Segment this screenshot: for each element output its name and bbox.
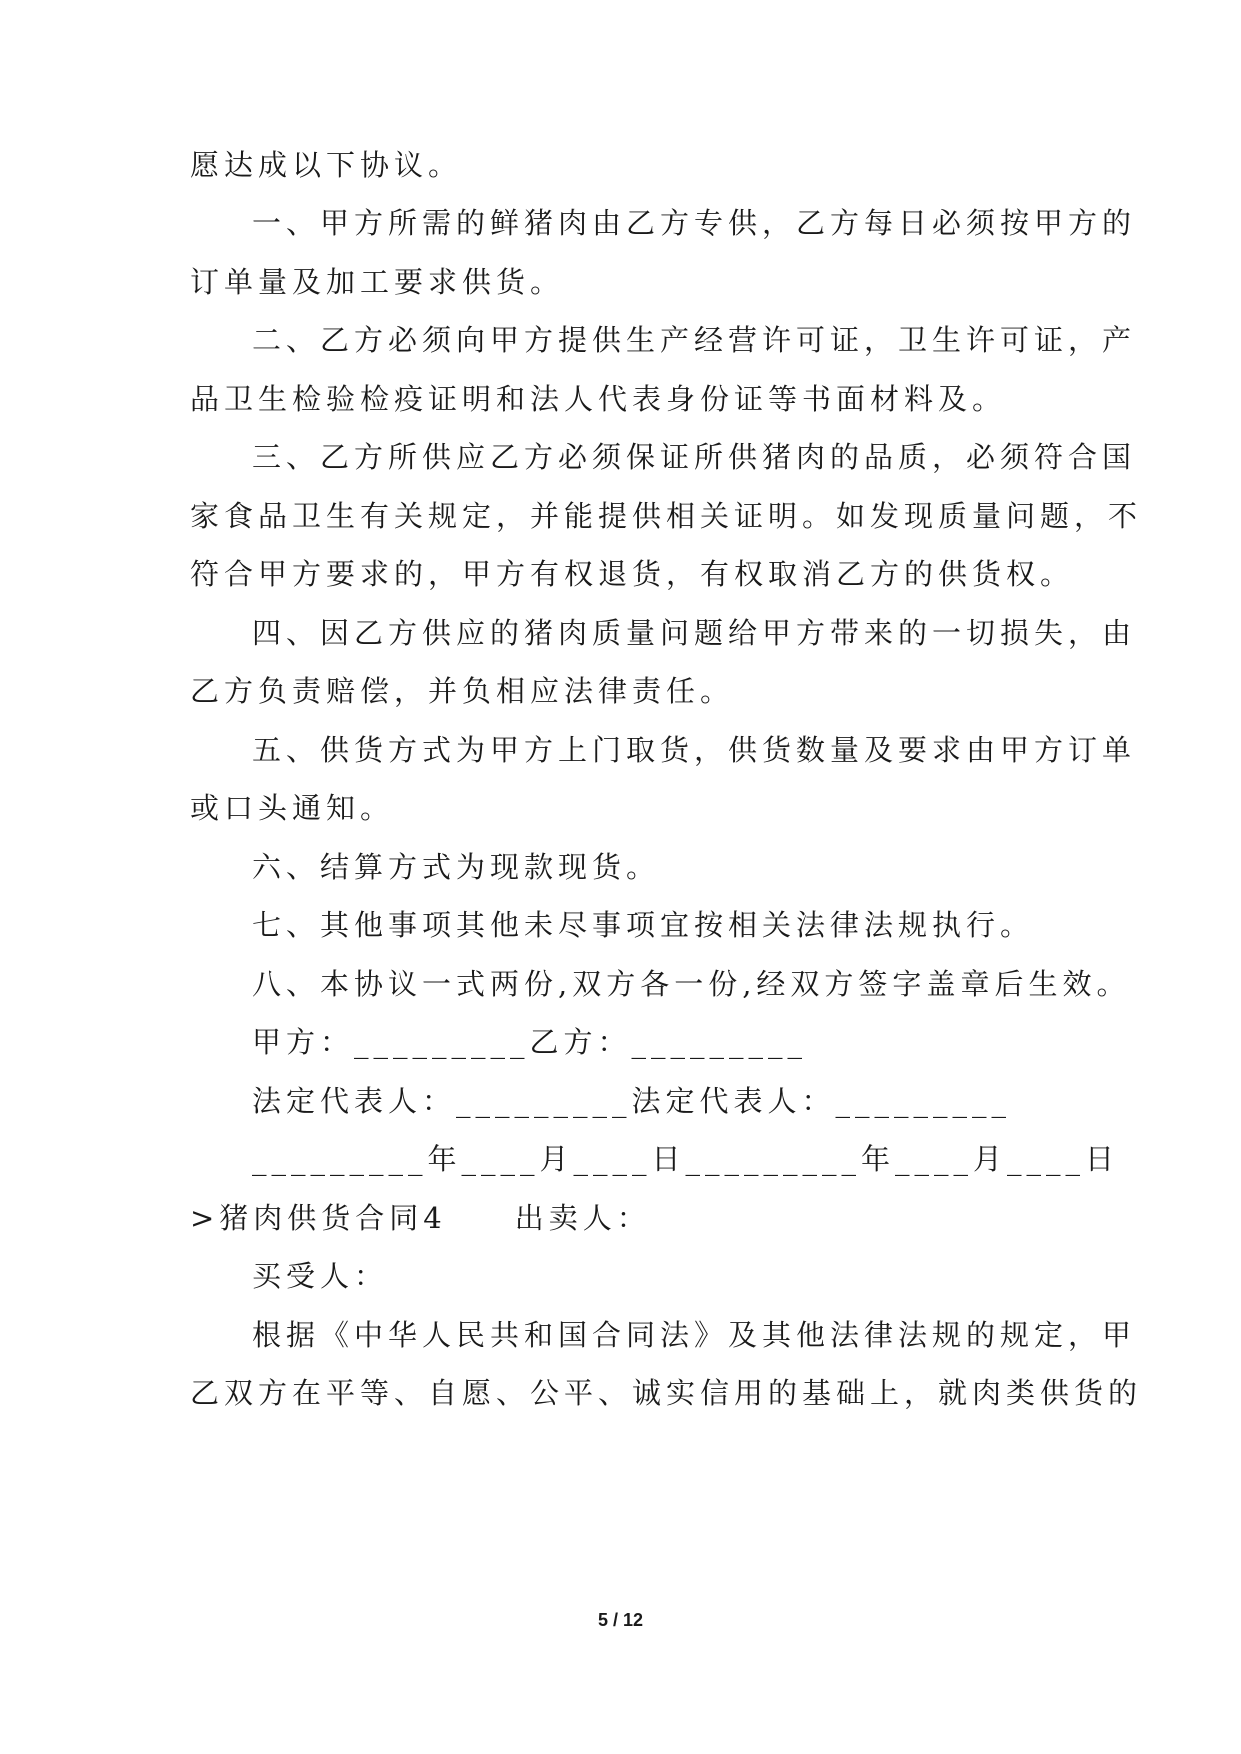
text-line: 二、乙方必须向甲方提供生产经营许可证，卫生许可证，产 xyxy=(252,323,1137,357)
text-line: 乙双方在平等、自愿、公平、诚实信用的基础上，就肉类供货的 xyxy=(190,1376,1143,1410)
text-line: 一、甲方所需的鲜猪肉由乙方专供，乙方每日必须按甲方的 xyxy=(252,206,1137,240)
text-line: 乙方负责赔偿，并负相应法律责任。 xyxy=(190,674,735,708)
text-line: 五、供货方式为甲方上门取货，供货数量及要求由甲方订单 xyxy=(252,733,1137,767)
text-line: 符合甲方要求的，甲方有权退货，有权取消乙方的供货权。 xyxy=(190,557,1075,591)
page-number: 5 / 12 xyxy=(597,1610,644,1630)
contract-heading-line: >猪肉供货合同4 出卖人： xyxy=(190,1201,651,1235)
text-line: 订单量及加工要求供货。 xyxy=(190,265,565,299)
text-line: 根据《中华人民共和国合同法》及其他法律法规的规定，甲 xyxy=(252,1318,1137,1352)
text-line: 家食品卫生有关规定，并能提供相关证明。如发现质量问题，不 xyxy=(190,499,1143,533)
signature-line-parties: 甲方：_________乙方：_________ xyxy=(252,1025,808,1059)
text-line: 买受人： xyxy=(252,1259,389,1293)
text-line: 八、本协议一式两份,双方各一份,经双方签字盖章后生效。 xyxy=(252,967,1131,1001)
text-line: 四、因乙方供应的猪肉质量问题给甲方带来的一切损失，由 xyxy=(252,616,1137,650)
text-line: 或口头通知。 xyxy=(190,791,395,825)
text-line: 七、其他事项其他未尽事项宜按相关法律法规执行。 xyxy=(252,908,1035,942)
text-line: 六、结算方式为现款现货。 xyxy=(252,850,661,884)
text-line: 愿达成以下协议。 xyxy=(190,148,463,182)
text-line: 品卫生检验检疫证明和法人代表身份证等书面材料及。 xyxy=(190,382,1007,416)
signature-line-representatives: 法定代表人：_________法定代表人：_________ xyxy=(252,1084,1012,1118)
signature-line-dates: _________年____月____日_________年____月____日 xyxy=(252,1142,1120,1176)
text-line: 三、乙方所供应乙方必须保证所供猪肉的品质，必须符合国 xyxy=(252,440,1137,474)
